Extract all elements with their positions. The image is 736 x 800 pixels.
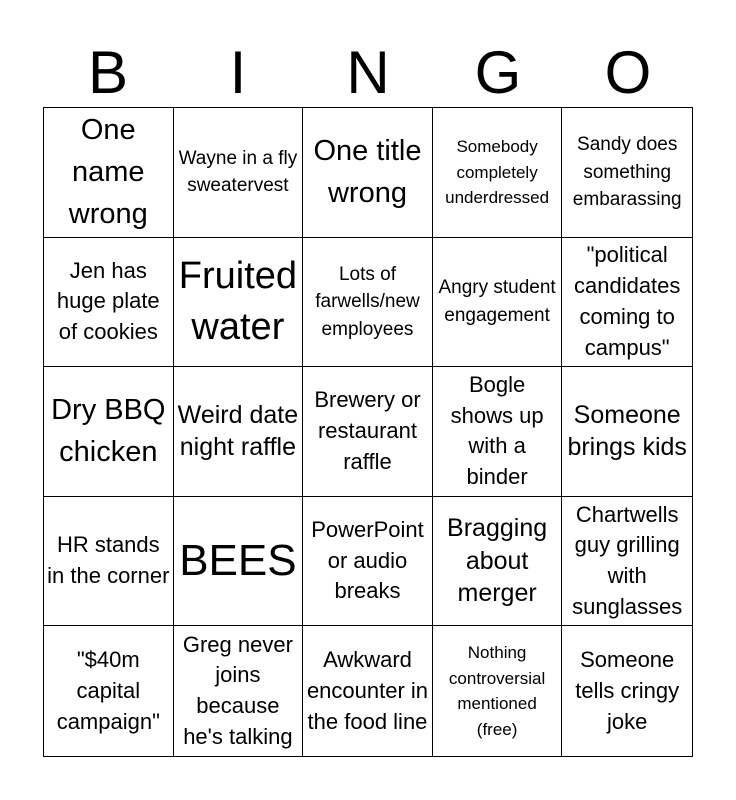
cell-text: Sandy does something embarassing xyxy=(572,133,682,211)
bingo-cell[interactable] xyxy=(562,626,692,756)
cell-text: Somebody completely underdressed xyxy=(445,137,550,208)
header-letter-b: B xyxy=(87,39,129,106)
bingo-cell[interactable] xyxy=(44,497,174,627)
bingo-cell[interactable] xyxy=(303,626,433,756)
cell-text: BEES xyxy=(179,535,297,585)
cell-text: Awkward encounter in the food line xyxy=(306,647,429,734)
cell-text: Bragging about merger xyxy=(447,514,548,608)
bingo-cell[interactable] xyxy=(174,626,304,756)
cell-text: Bogle shows up with a binder xyxy=(450,371,544,490)
bingo-cell[interactable] xyxy=(433,108,563,238)
bingo-cell[interactable] xyxy=(44,108,174,238)
cell-text: "$40m capital campaign" xyxy=(56,647,160,734)
bingo-cell[interactable] xyxy=(174,367,304,497)
bingo-cell[interactable] xyxy=(303,238,433,368)
bingo-cell[interactable] xyxy=(433,367,563,497)
cell-text: Someone brings kids xyxy=(567,400,687,462)
cell-text: One name wrong xyxy=(68,114,148,231)
cell-text: Weird date night raffle xyxy=(177,400,299,462)
bingo-cell[interactable] xyxy=(562,108,692,238)
cell-text: Dry BBQ chicken xyxy=(51,394,166,469)
cell-text: PowerPoint or audio breaks xyxy=(311,516,424,604)
header-letter-o: O xyxy=(604,39,652,106)
cell-text: Lots of farwells/new employees xyxy=(315,263,420,340)
bingo-cell[interactable] xyxy=(174,108,304,238)
cell-text: Someone tells cringy joke xyxy=(575,647,680,734)
cell-text: Jen has huge plate of cookies xyxy=(56,257,160,345)
bingo-cell[interactable] xyxy=(174,497,304,627)
bingo-cell[interactable] xyxy=(303,108,433,238)
bingo-cell[interactable] xyxy=(44,367,174,497)
cell-text: Brewery or restaurant raffle xyxy=(314,387,421,474)
cell-text: Greg never joins because he's talking xyxy=(182,631,293,749)
bingo-cell[interactable] xyxy=(174,238,304,368)
cell-text: Fruited water xyxy=(178,254,298,348)
bingo-cell[interactable] xyxy=(433,626,563,756)
bingo-cell[interactable] xyxy=(44,238,174,368)
header-letter-n: N xyxy=(346,39,390,106)
cell-text: Chartwells guy grilling with sunglasses xyxy=(572,501,683,619)
bingo-board xyxy=(43,107,693,757)
bingo-cell[interactable] xyxy=(44,626,174,756)
bingo-cell[interactable] xyxy=(433,497,563,627)
bingo-cell[interactable] xyxy=(562,238,692,368)
bingo-header xyxy=(43,38,693,108)
bingo-cell[interactable] xyxy=(562,367,692,497)
cell-text: "political candidates coming to campus" xyxy=(573,242,681,360)
bingo-cell[interactable] xyxy=(303,367,433,497)
cell-text: One title wrong xyxy=(313,135,422,210)
cell-text: Nothing controversial mentioned (free) xyxy=(448,643,546,739)
cell-text: HR stands in the corner xyxy=(47,532,170,589)
bingo-cell[interactable] xyxy=(433,238,563,368)
cell-text: Angry student engagement xyxy=(438,277,556,326)
header-letter-i: I xyxy=(229,39,247,106)
bingo-cell[interactable] xyxy=(303,497,433,627)
bingo-cell[interactable] xyxy=(562,497,692,627)
header-letter-g: G xyxy=(474,39,522,106)
cell-text: Wayne in a fly sweatervest xyxy=(178,147,298,197)
